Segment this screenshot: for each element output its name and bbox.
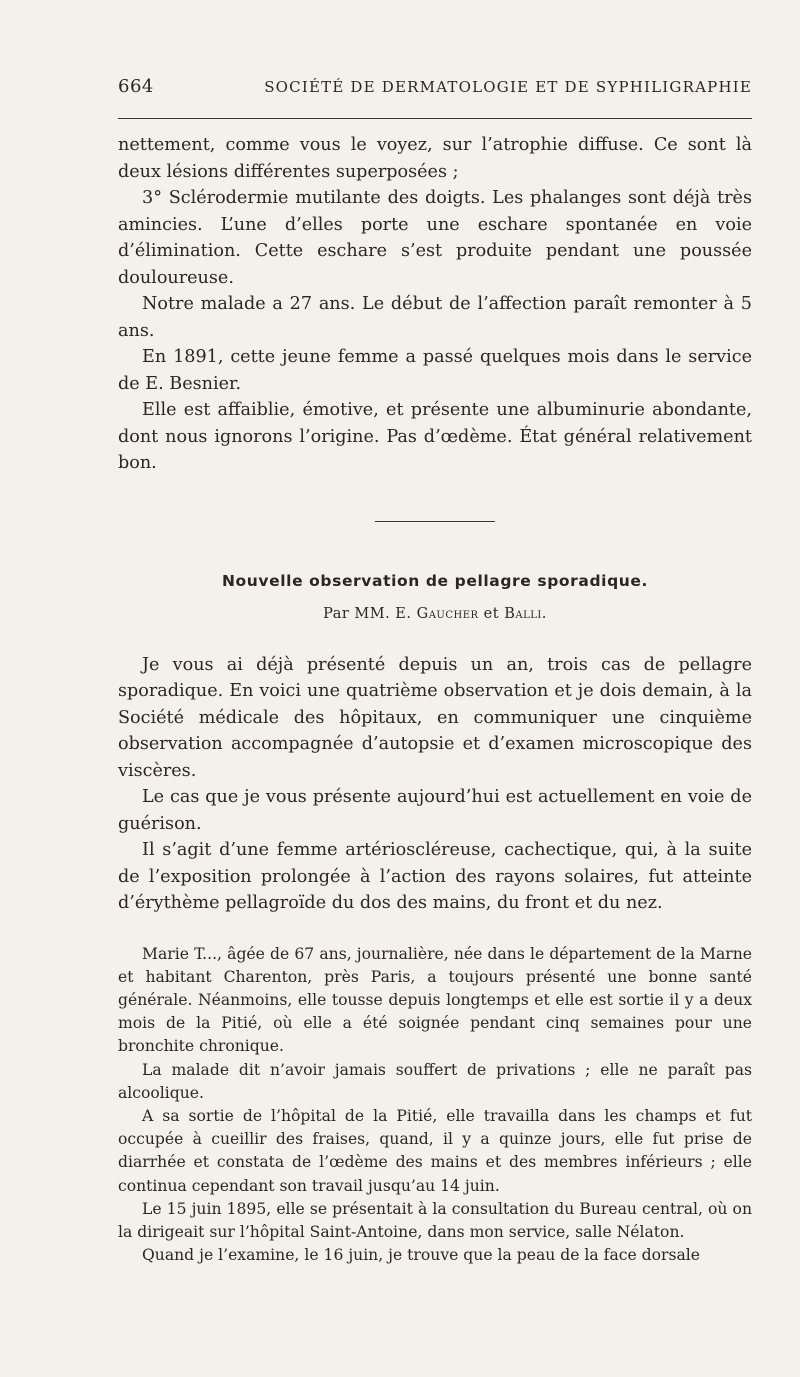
page-number: 664 [118,76,154,97]
paragraph: Le cas que je vous présente aujourd’hui est actuellement en voie de guérison. [118,787,752,834]
paragraph: La malade dit n’avoir jamais souffert de privations ; elle ne paraît pas alcoolique. [118,1060,752,1102]
paragraph: En 1891, cette jeune femme a passé quelques mois dans le service de E. Besnier. [118,347,752,394]
page-body [118,132,752,1267]
byline [118,606,752,622]
byline-mid: et [478,605,505,622]
paragraph: Il s’agit d’une femme artérioscléreuse, cachectique, qui, à la suite de l’exposition prolongée à l’action des rayons solaires, fut atteinte d’érythème pellagroïde du dos des mains, du front et du nez. [118,840,752,913]
author-balli: Balli [504,605,542,622]
paragraph: Marie T..., âgée de 67 ans, journalière, née dans le département de la Marne et habitant Charenton, près Paris, a toujours présenté une bonne santé générale. Néanmoins, elle tousse depuis longtemps et elle est sortie il y a deux mois de la Pitié, où elle a été soignée pendant cinq semaines pour une bronchite chronique. [118,944,752,1056]
observation-text [118,943,752,1268]
byline-prefix: Par MM. E. [323,605,417,622]
paragraph: Le 15 juin 1895, elle se présentait à la consultation du Bureau central, où on la dirigeait sur l’hôpital Saint-Antoine, dans mon service, salle Nélaton. [118,1199,752,1241]
continuation-text [118,132,752,477]
paragraph: Elle est affaiblie, émotive, et présente une albuminurie abondante, dont nous ignorons l’origine. Pas d’œdème. État général relativement bon. [118,400,752,473]
paragraph: A sa sortie de l’hôpital de la Pitié, elle travailla dans les champs et fut occupée à cueillir des fraises, quand, il y a quinze jours, elle fut prise de diarrhée et constata de l’œdème des mains et des membres inférieurs ; elle continua cependant son travail jusqu’au 14 juin. [118,1106,752,1195]
paragraph: Quand je l’examine, le 16 juin, je trouve que la peau de la face dorsale [142,1246,701,1265]
page-header [118,76,752,102]
header-rule [118,118,752,119]
intro-text [118,652,752,917]
paragraph: Notre malade a 27 ans. Le début de l’affection paraît remonter à 5 ans. [118,294,752,341]
section-separator [375,521,495,522]
author-gaucher: Gaucher [416,605,479,622]
byline-suffix: . [541,605,547,622]
paragraph: 3° Sclérodermie mutilante des doigts. Les phalanges sont déjà très amincies. L’une d’elles porte une eschare spontanée en voie d’élimination. Cette eschare s’est produite pendant une poussée douloureuse. [118,188,752,288]
paragraph: nettement, comme vous le voyez, sur l’atrophie diffuse. Ce sont là deux lésions différentes superposées ; [118,135,752,182]
article-title: Nouvelle observation de pellagre sporadique. [221,571,649,590]
running-title: SOCIÉTÉ DE DERMATOLOGIE ET DE SYPHILIGRAPHIE [264,78,752,96]
paragraph: Je vous ai déjà présenté depuis un an, trois cas de pellagre sporadique. En voici une quatrième observation et je dois demain, à la Société médicale des hôpitaux, en communiquer une cinquième observation accompagnée d’autopsie et d’examen microscopique des viscères. [118,654,752,781]
